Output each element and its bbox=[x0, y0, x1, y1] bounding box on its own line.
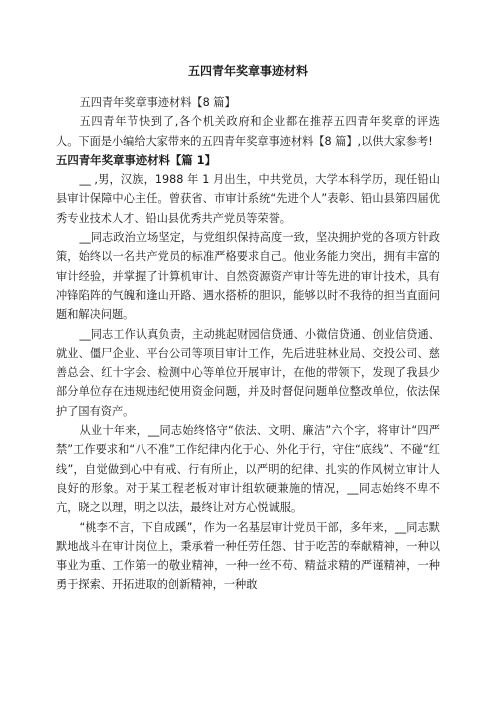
body-paragraph: __同志政治立场坚定，与党组织保持高度一致，坚决拥护党的各项方针政策，始终以一名共产党员的标准严格要求自己。他业务能力突出，拥有丰富的审计经验，并掌握了计算机审计、自然资源资产审计等先进的审计技术，具有冲锋陷阵的气魄和逢山开路、遇水搭桥的胆识，能够以时不我待的担当直面问题和解决问题。 bbox=[56, 231, 440, 322]
body-paragraph: “桃李不言，下自成蹊”，作为一名基层审计党员干部，多年来，__同志默默地战斗在审计岗位上，秉承着一种任劳任怨、甘于吃苦的奉献精神，一种以事业为重、工作第一的敬业精神，一种一丝不苟、精益求精的严谨精神，一种勇于探索、开拓进取的创新精神，一种敢 bbox=[56, 520, 440, 592]
intro-line: 五四青年奖章事迹材料【8 篇】 bbox=[79, 96, 236, 109]
body-paragraph: 从业十年来，__同志始终恪守“依法、文明、廉洁”六个字，将审计“四严禁”工作要求和“八不准”工作纪律内化于心、外化于行，守住“底线”、不碰“红线”，自觉做到心中有戒、行有所止，以严明的纪律、扎实的作风树立审计人良好的形象。对于某工程老板对审计组软硬兼施的情况，__同志始终不卑不亢，晓之以理，明之以法，最终让对方心悦诚服。 bbox=[56, 424, 440, 515]
body-paragraph: __同志工作认真负责，主动挑起财园信贷通、小微信贷通、创业信贷通、就业、僵尸企业、平台公司等项目审计工作，先后进驻林业局、交投公司、慈善总会、红十字会、检测中心等单位开展审计，在他的带领下，发现了我县少部分单位存在违规违纪使用资金问题，并及时督促问题单位整改单位，依法保护了国有资产。 bbox=[56, 327, 440, 418]
document-title: 五四青年奖章事迹材料 bbox=[187, 64, 308, 78]
intro-paragraph: 五四青年节快到了,各个机关政府和企业都在推荐五四青年奖章的评选人。下面是小编给大家带来的五四青年奖章事迹材料【8 篇】,以供大家参考! bbox=[56, 115, 440, 148]
body-paragraph: __ ,男，汉族，1988 年 1 月出生，中共党员，大学本科学历，现任铅山县审计保障中心主任。曾获省、市审计系统“先进个人”表彰、铅山县第四届优秀专业技术人才、铅山县优秀共产党员等荣誉。 bbox=[56, 173, 440, 225]
section-heading: 五四青年奖章事迹材料【篇 1】 bbox=[56, 152, 216, 167]
